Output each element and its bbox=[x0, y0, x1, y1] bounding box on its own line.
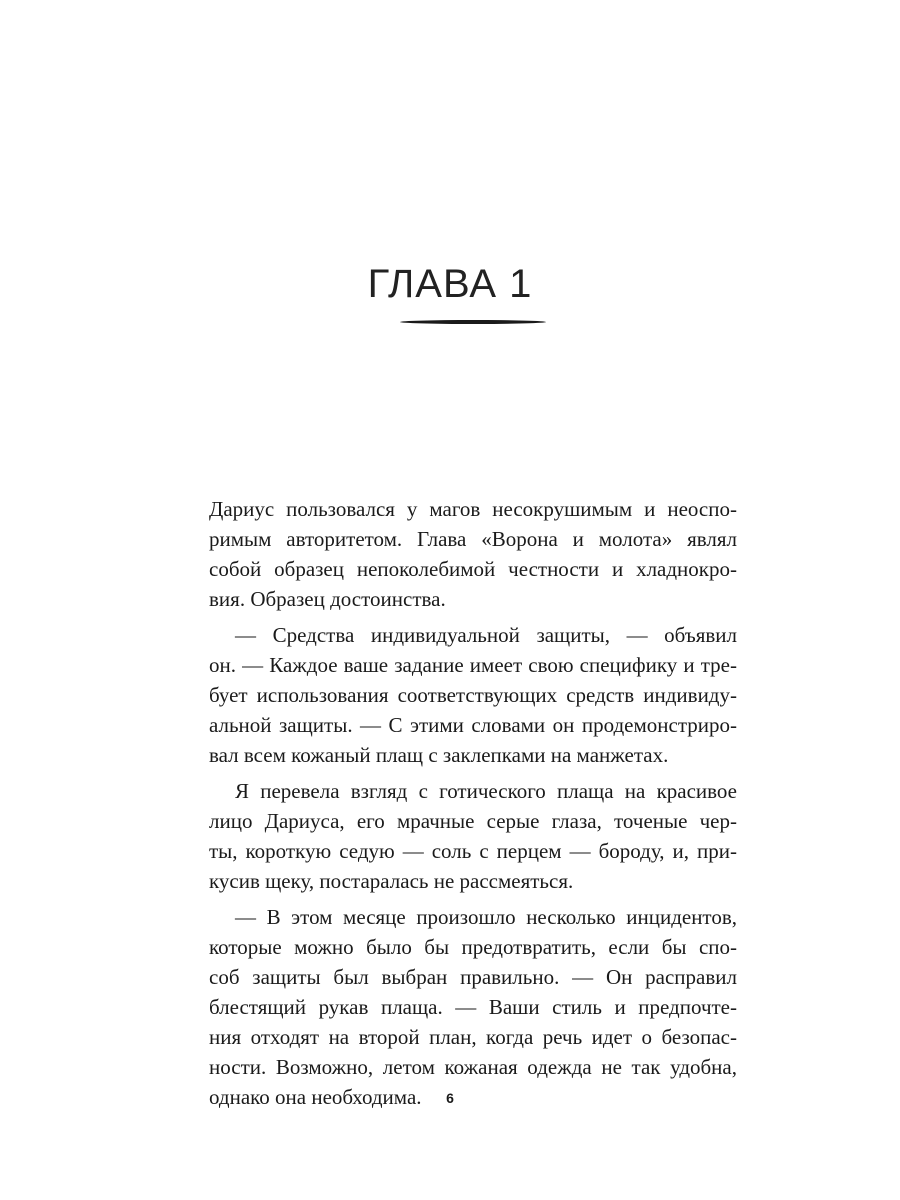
paragraph-line: однако она необходима. bbox=[209, 1085, 422, 1109]
paragraph-line: римым авторитетом. Глава «Ворона и молота» являл bbox=[209, 527, 737, 551]
page-number: 6 bbox=[446, 1090, 454, 1106]
paragraph-line: ты, короткую седую — соль с перцем — бороду, и, при- bbox=[209, 839, 737, 863]
paragraph-line: собой образец непоколебимой честности и хладнокро- bbox=[209, 557, 737, 581]
paragraph-line: он. — Каждое ваше задание имеет свою специфику и тре- bbox=[209, 653, 737, 677]
paragraph-line: ния отходят на второй план, когда речь идет о безопас- bbox=[209, 1025, 737, 1049]
paragraph-line: кусив щеку, постаралась не рассмеяться. bbox=[209, 869, 574, 893]
paragraph-line: которые можно было бы предотвратить, если бы спо- bbox=[209, 935, 737, 959]
paragraph-line: соб защиты был выбран правильно. — Он расправил bbox=[209, 965, 737, 989]
paragraph-line: лицо Дариуса, его мрачные серые глаза, точеные чер- bbox=[209, 809, 737, 833]
body-text bbox=[209, 494, 737, 1112]
paragraph-line: ности. Возможно, летом кожаная одежда не так удобна, bbox=[209, 1055, 737, 1079]
paragraph-line: Я перевела взгляд с готического плаща на красивое bbox=[235, 779, 737, 803]
paragraph-line: — Средства индивидуальной защиты, — объявил bbox=[235, 623, 737, 647]
paragraph-line: — В этом месяце произошло несколько инцидентов, bbox=[235, 905, 737, 929]
paragraph-line: альной защиты. — С этими словами он продемонстриро- bbox=[209, 713, 737, 737]
chapter-title-rule bbox=[400, 320, 546, 324]
paragraph-line: блестящий рукав плаща. — Ваши стиль и предпочте- bbox=[209, 995, 737, 1019]
paragraph-line: вал всем кожаный плащ с заклепками на манжетах. bbox=[209, 743, 669, 767]
paragraph-line: Дариус пользовался у магов несокрушимым и неоспо- bbox=[209, 497, 737, 521]
paragraph-line: бует использования соответствующих средств индивиду- bbox=[209, 683, 737, 707]
paragraph-line: вия. Образец достоинства. bbox=[209, 587, 446, 611]
chapter-title: ГЛАВА 1 bbox=[367, 262, 533, 306]
